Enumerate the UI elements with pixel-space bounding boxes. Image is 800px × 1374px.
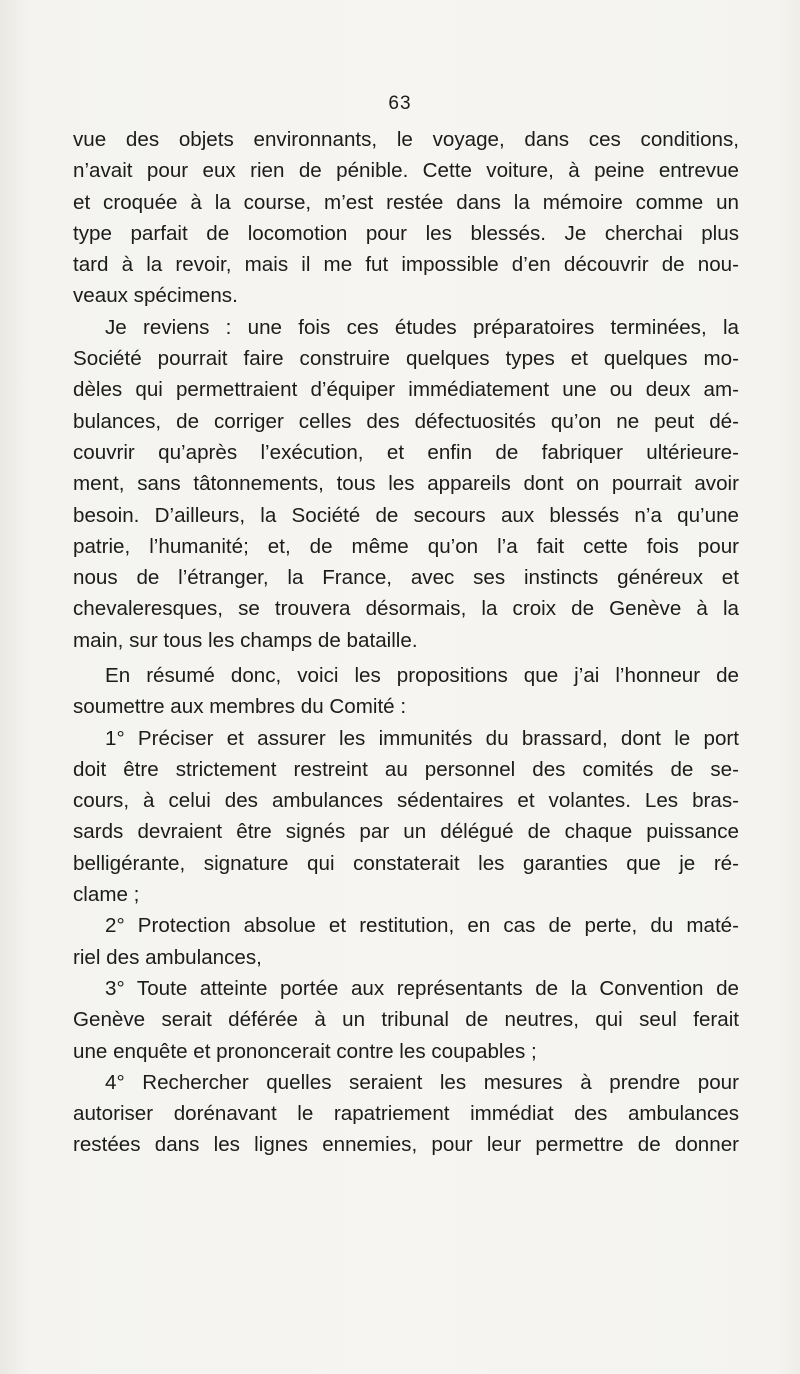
- text-line: besoin. D’ailleurs, la Société de secours aux blessés n’a qu’une: [73, 503, 739, 527]
- text-line: dèles qui permettraient d’équiper immédiatement une ou deux am-: [73, 378, 739, 402]
- text-line: 2° Protection absolue et restitution, en cas de perte, du maté-: [105, 914, 739, 938]
- text-line: veaux spécimens.: [73, 284, 238, 308]
- text-line: n’avait pour eux rien de pénible. Cette voiture, à peine entrevue: [73, 159, 739, 183]
- proposition-4: [73, 1067, 739, 1161]
- text-line: ment, sans tâtonnements, tous les appareils dont on pourrait avoir: [73, 472, 739, 496]
- paragraph-2: [73, 312, 739, 656]
- text-block-upper: [73, 124, 739, 656]
- proposition-2: [73, 910, 739, 973]
- text-line: clame ;: [73, 883, 140, 907]
- text-line: Genève serait déférée à un tribunal de neutres, qui seul ferait: [73, 1008, 739, 1032]
- text-line: nous de l’étranger, la France, avec ses instincts généreux et: [73, 566, 739, 590]
- text-line: main, sur tous les champs de bataille.: [73, 628, 418, 652]
- text-line: 4° Rechercher quelles seraient les mesures à prendre pour: [105, 1070, 739, 1094]
- text-line: bulances, de corriger celles des défectuosités qu’on ne peut dé-: [73, 409, 739, 433]
- text-line: vue des objets environnants, le voyage, dans ces conditions,: [73, 128, 739, 151]
- text-line: 3° Toute atteinte portée aux représentants de la Convention de: [105, 976, 739, 1000]
- text-line: autoriser dorénavant le rapatriement immédiat des ambulances: [73, 1102, 739, 1126]
- page-number: 63: [388, 93, 412, 114]
- text-line: 1° Préciser et assurer les immunités du brassard, dont le port: [105, 726, 739, 750]
- text-line: sards devraient être signés par un délégué de chaque puissance: [73, 820, 739, 844]
- paragraph-3: [73, 660, 739, 723]
- text-block-lower: [73, 660, 739, 1161]
- text-line: une enquête et prononcerait contre les coupables ;: [73, 1039, 537, 1063]
- text-line: Société pourrait faire construire quelques types et quelques mo-: [73, 347, 739, 371]
- text-line: et croquée à la course, m’est restée dans la mémoire comme un: [73, 190, 739, 214]
- paragraph-1: [73, 124, 739, 312]
- text-line: patrie, l’humanité; et, de même qu’on l’a fait cette fois pour: [73, 534, 739, 558]
- text-line: doit être strictement restreint au personnel des comités de se-: [73, 757, 739, 781]
- proposition-1: [73, 723, 739, 911]
- text-line: belligérante, signature qui constaterait les garanties que je ré-: [73, 851, 739, 875]
- text-line: couvrir qu’après l’exécution, et enfin de fabriquer ultérieure-: [73, 440, 739, 464]
- text-line: restées dans les lignes ennemies, pour leur permettre de donner: [73, 1133, 739, 1157]
- text-line: type parfait de locomotion pour les blessés. Je cherchai plus: [73, 221, 739, 245]
- proposition-3: [73, 973, 739, 1067]
- text-line: En résumé donc, voici les propositions que j’ai l’honneur de: [105, 664, 739, 687]
- text-line: tard à la revoir, mais il me fut impossible d’en découvrir de nou-: [73, 253, 739, 277]
- text-line: riel des ambulances,: [73, 945, 262, 969]
- text-line: chevaleresques, se trouvera désormais, la croix de Genève à la: [73, 597, 739, 621]
- text-line: soumettre aux membres du Comité :: [73, 695, 407, 719]
- text-line: cours, à celui des ambulances sédentaires et volantes. Les bras-: [73, 789, 739, 813]
- text-line: Je reviens : une fois ces études préparatoires terminées, la: [105, 315, 739, 339]
